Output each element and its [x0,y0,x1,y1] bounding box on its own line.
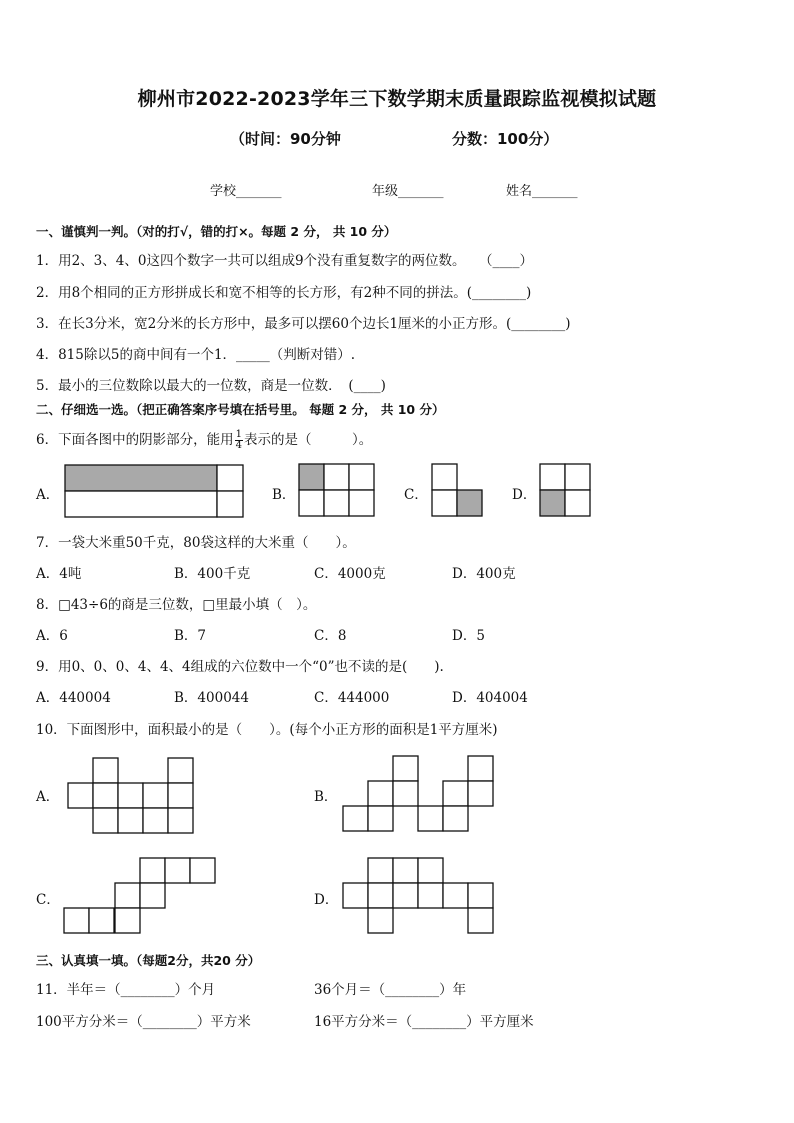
q8-option-b: B．7 [174,628,207,644]
q10-figure-c [64,858,224,938]
page-title: 柳州市2022-2023学年三下数学期末质量跟踪监视模拟试题 [137,88,657,110]
question-8: 8．□43÷6的商是三位数，□里最小填（ ）。 [36,597,317,613]
q6-figure-a [65,465,245,519]
question-10: 10．下面图形中，面积最小的是（ ）。(每个小正方形的面积是1平方厘米) [36,722,498,738]
question-1: 1．用2、3、4、0这四个数字一共可以组成9个没有重复数字的两位数。 （____） [36,253,534,269]
q6-figure-c [432,464,488,520]
q7-option-d: D．400克 [452,566,516,582]
question-11-part-4: 16平方分米＝（________）平方厘米 [314,1014,534,1030]
q8-option-c: C．8 [314,628,347,644]
q6-option-c-label: C． [404,487,428,503]
question-5: 5．最小的三位数除以最大的一位数，商是一位数． (____) [36,378,386,394]
section-2-heading: 二、仔细选一选。（把正确答案序号填在括号里。 每题 2 分， 共 10 分） [36,402,445,417]
question-3: 3．在长3分米，宽2分米的长方形中，最多可以摆60个边长1厘米的小正方形。(________) [36,316,571,332]
question-7: 7．一袋大米重50千克，80袋这样的大米重（ ）。 [36,535,356,551]
question-11-part-1: 11．半年＝（________）个月 [36,982,216,998]
fraction-one-quarter [235,430,243,451]
grade-field: 年级_______ [372,184,444,199]
question-11-part-2: 36个月＝（________）年 [314,982,467,998]
q10-option-c-label: C． [36,892,60,908]
q6-figure-d [540,464,596,520]
q9-option-d: D．404004 [452,690,528,706]
question-4: 4．815除以5的商中间有一个1．_____（判断对错）. [36,347,356,363]
q6-option-a-label: A． [36,487,60,503]
q8-option-a: A．6 [36,628,68,644]
question-6 [36,428,372,451]
school-field: 学校_______ [210,184,282,199]
question-2: 2．用8个相同的正方形拼成长和宽不相等的长方形，有2种不同的拼法。(________) [36,285,532,301]
q10-figure-b [343,756,498,836]
q7-option-c: C．4000克 [314,566,386,582]
q8-option-d: D．5 [452,628,485,644]
q10-figure-a [68,758,198,838]
exam-score: 分数：100分） [452,130,559,148]
q10-option-b-label: B． [314,789,338,805]
question-6-suffix: 表示的是（ ）。 [243,432,373,448]
q6-option-b-label: B． [272,487,296,503]
q9-option-a: A．440004 [36,690,111,706]
question-11-part-3: 100平方分米＝（________）平方米 [36,1014,251,1030]
q9-option-c: C．444000 [314,690,390,706]
q6-figure-b [299,464,379,520]
q6-option-d-label: D． [512,487,537,503]
fraction-denominator: 4 [235,440,242,451]
q7-option-b: B．400千克 [174,566,251,582]
q10-option-d-label: D． [314,892,339,908]
q7-option-a: A．4吨 [36,566,82,582]
section-3-heading: 三、认真填一填。（每题2分，共20 分） [36,953,261,968]
q10-option-a-label: A． [36,789,60,805]
name-field: 姓名_______ [506,184,578,199]
q9-option-b: B．400044 [174,690,249,706]
exam-time: （时间：90分钟 [230,130,341,148]
question-9: 9．用0、0、0、4、4、4组成的六位数中一个“0”也不读的是( ). [36,659,444,675]
q10-figure-d [343,858,503,938]
fraction-numerator: 1 [235,429,242,440]
section-1-heading: 一、谨慎判一判。（对的打√，错的打×。每题 2 分， 共 10 分） [36,224,397,239]
question-6-prefix: 6．下面各图中的阴影部分，能用 [36,432,234,448]
